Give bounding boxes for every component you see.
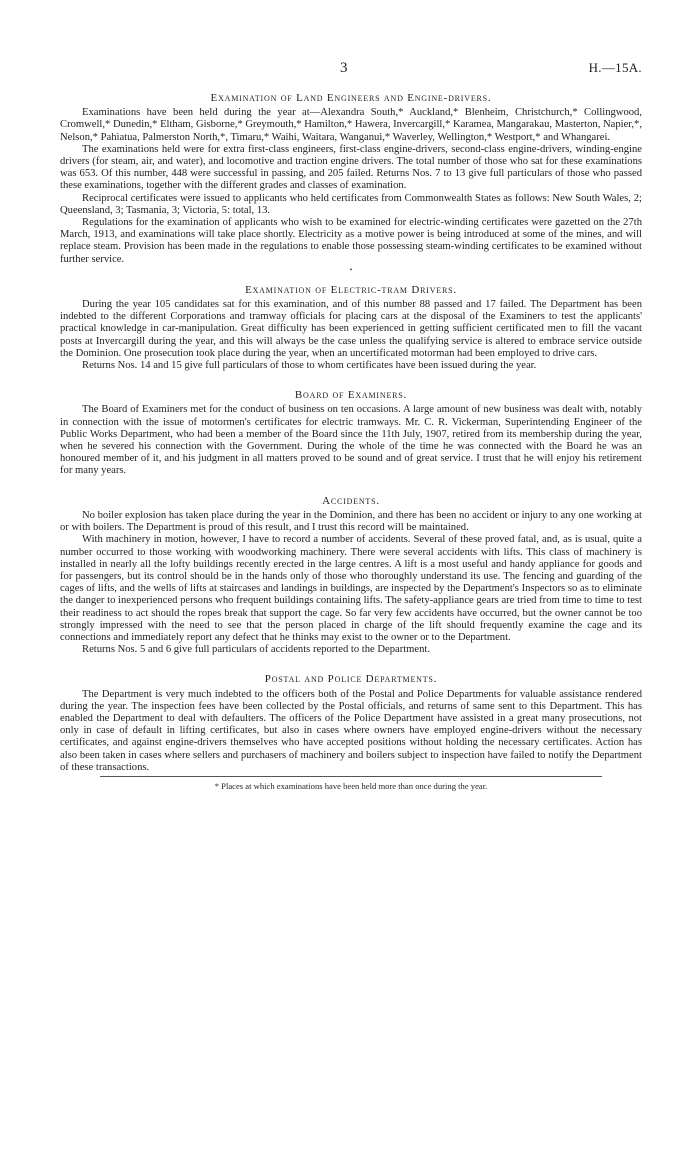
paragraph: With machinery in motion, however, I have to record a number of accidents. Several of these proved fatal, and, as is usual, quite a number occurred to those working with woodworking machinery. There were several accidents with lifts. This class of machinery is installed in nearly all the lofty buildings recently erected in the large centres. A lift is a most useful and handy appliance for goods and for passengers, but its control should be in the hands only of those who thoroughly understand its use. The fencing and guarding of the cages of lifts, and the wells of lifts at staircases and landings in buildings, are inspected by the Department's Inspectors so as to eliminate the danger to inexperienced persons who frequent buildings containing lifts. The safety-appliance gears are tried from time to time to test their readiness to act should the ropes break that support the cage. So far very few accidents have occurred, but the owner cannot be too strongly impressed with the need to see that the person placed in charge of the lift should frequently examine the cage and its connections and immediately report any defect that he thinks may exist to the owner or to the Department. <box>60 534 642 643</box>
paragraph: The examinations held were for extra first-class engineers, first-class engine-drivers, second-class engine-drivers, winding-engine drivers (for steam, air, and water), and locomotive and traction engine drivers. The total number of those who sat for these examinations was 653. Of this number, 448 were successful in passing, and 205 failed. Returns Nos. 7 to 13 give full particulars of those who passed these examinations, together with the different grades and classes of examination. <box>60 143 642 192</box>
section-postal-police <box>60 673 642 774</box>
section-electric-tram <box>60 284 642 372</box>
paragraph: The Board of Examiners met for the conduct of business on ten occasions. A large amount of new business was dealt with, notably in connection with the issue of motormen's certificates for electric tramways. Mr. C. R. Vickerman, Superintending Engineer of the Public Works Department, who had been a member of the Board since the 11th July, 1907, retired from its membership during the year, when he severed his connection with the Government. During the whole of the time he was connected with the Board he was an honoured member of it, and his judgment in all matters proved to be sound and of great service. I trust that he will enjoy his retirement for many years. <box>60 404 642 477</box>
paragraph: Reciprocal certificates were issued to applicants who held certificates from Commonwealth States as follows: New South Wales, 2; Queensland, 3; Tasmania, 3; Victoria, 5: total, 13. <box>60 192 642 216</box>
paragraph: Regulations for the examination of applicants who wish to be examined for electric-winding certificates were gazetted on the 27th March, 1913, and examinations will take place shortly. Electricity as a motive power is being introduced at some of the mines, and will replace steam. Provision has been made in the regulations to enable those possessing steam-winding certificates to be examined without further service. <box>60 217 642 265</box>
section-title: Examination of Land Engineers and Engine-drivers. <box>210 92 492 104</box>
section-title: Examination of Electric-tram Drivers. <box>245 283 457 296</box>
paragraph: Examinations have been held during the year at—Alexandra South,* Auckland,* Blenheim, Christchurch,* Collingwood, Cromwell,* Dunedin,* Eltham, Gisborne,* Greymouth,* Hamilton,* Hawera, Invercargill,* Karamea, Mangarakau, Masterton, Napier,*, Nelson,* Pahiatua, Palmerston North,*, Timaru,* Waihi, Waitara, Wanganui,* Waverley, Wellington,* Westport,* and Whangarei. <box>60 107 642 143</box>
section-accidents <box>60 495 642 657</box>
page-header <box>60 62 642 92</box>
document-reference: H.—15A. <box>588 60 642 75</box>
section-title: Board of Examiners. <box>294 389 408 402</box>
dot-marker: • <box>349 265 353 274</box>
section-board-of-examiners <box>60 389 642 477</box>
section-land-engineers <box>60 92 642 266</box>
section-title: Postal and Police Departments. <box>264 673 438 686</box>
section-title: Accidents. <box>322 494 380 507</box>
footnote-rule <box>100 776 602 777</box>
paragraph: The Department is very much indebted to the officers both of the Postal and Police Departments for valuable assistance rendered during the year. The inspection fees have been collected by the Postal officials, and returns of same sent to this Department. This has enabled the Department to deal with defaulters. The officers of the Police Department have assisted in a great many prosecutions, not only in case of default in lifting certificates, but also in cases where owners have employed engine-drivers without the necessary certificates, and against engine-drivers themselves who have accepted positions without holding the necessary certificates. Action has also been taken in cases where sellers and purchasers of machinery and boilers subject to inspection have failed to notify the Department of these transactions. <box>60 688 642 773</box>
page-number: 3 <box>340 60 348 76</box>
footnote: * Places at which examinations have been held more than once during the year. <box>214 780 488 791</box>
paragraph: Returns Nos. 5 and 6 give full particulars of accidents reported to the Department. <box>82 644 431 656</box>
paragraph: Returns Nos. 14 and 15 give full particulars of those to whom certificates have been issued during the year. <box>82 360 537 372</box>
paragraph: During the year 105 candidates sat for this examination, and of this number 88 passed and 17 failed. The Department has been indebted to the different Corporations and tramway officials for placing cars at the disposal of the Examiners to test the applicants' practical knowledge in car-manipulation. Great difficulty has been experienced in getting sufficient certificated men to fill the vacant posts at Invercargill during the year, and this will always be the case unless the qualifying service is altered to embrace service outside the Dominion. One prosecution took place during the year, when an uncertificated motorman had been employed to drive cars. <box>60 299 642 359</box>
paragraph: No boiler explosion has taken place during the year in the Dominion, and there has been no accident or injury to any one working at or with boilers. The Department is proud of this result, and I trust this record will be maintained. <box>60 509 642 534</box>
